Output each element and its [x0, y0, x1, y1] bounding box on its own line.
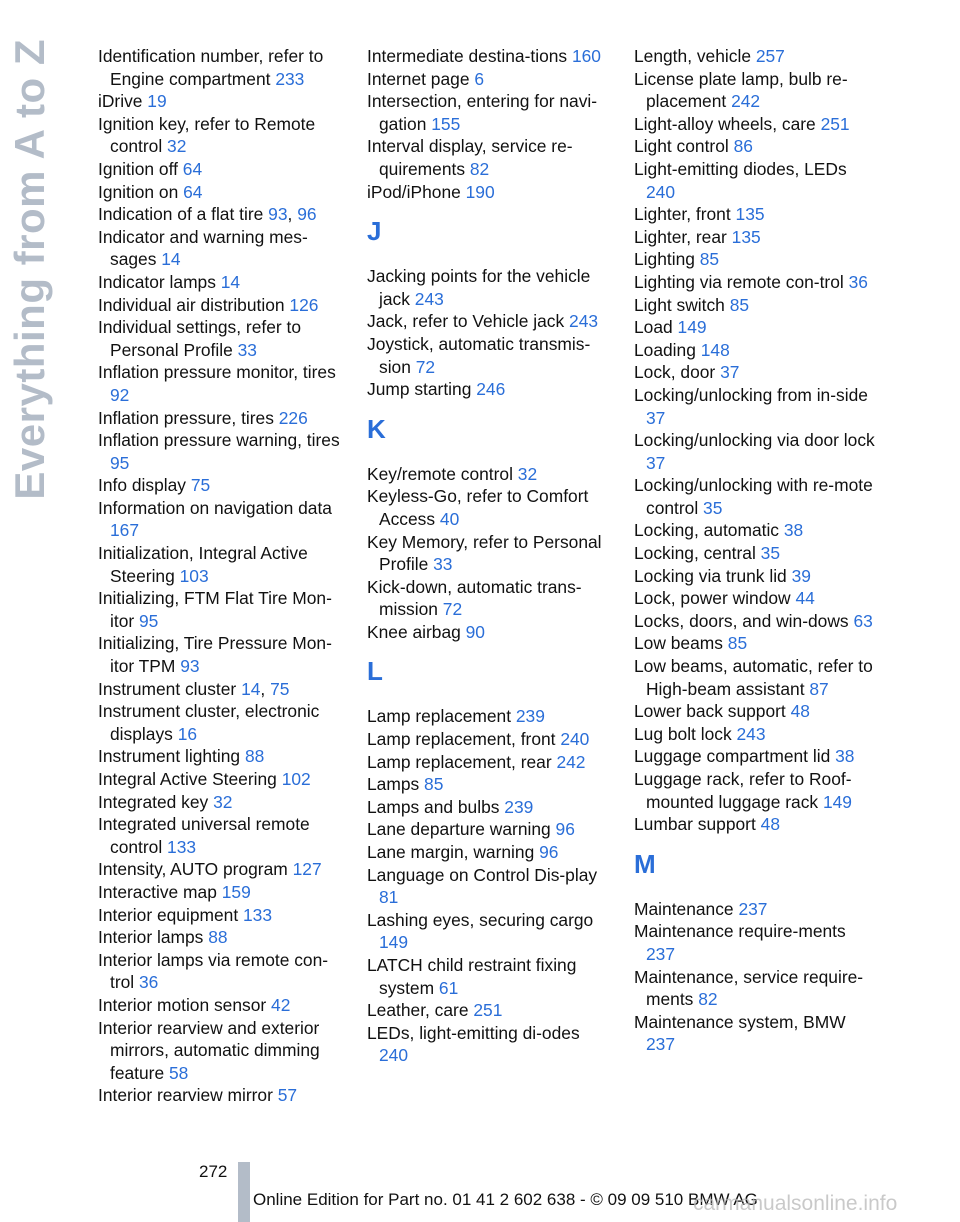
- index-entry-term: Locking, automatic: [634, 520, 780, 541]
- index-entry-term: Lighting: [634, 249, 695, 270]
- page-reference-link[interactable]: 35: [760, 543, 780, 564]
- footer-accent-bar: [238, 1162, 250, 1222]
- index-entry-term: Lock, power window: [634, 588, 791, 609]
- page-reference-link[interactable]: 81: [379, 887, 399, 908]
- index-entry: [367, 909, 612, 954]
- index-entry: [367, 485, 612, 530]
- index-entry: [367, 310, 612, 333]
- index-entry: Indication of a flat tire 93, 96: [98, 204, 317, 225]
- index-entry-term: Lower back support: [634, 701, 786, 722]
- index-entry-term: Light control: [634, 136, 729, 157]
- page-reference-link[interactable]: 82: [698, 989, 718, 1010]
- page-reference-link[interactable]: 240: [560, 729, 590, 750]
- index-entry-term: Jacking points for the vehicle jack: [367, 266, 591, 309]
- page-reference-link[interactable]: 149: [677, 317, 707, 338]
- index-entry-term: Language on Control Dis-play: [367, 864, 598, 885]
- page-reference-link[interactable]: 237: [738, 898, 768, 919]
- page-reference-link[interactable]: 38: [835, 746, 855, 767]
- index-entry-term: Low beams, automatic, refer to High-beam assistant: [634, 656, 873, 699]
- index-entry-term: Indication of a flat tire: [98, 204, 264, 225]
- index-entry-term: Maintenance require-ments: [634, 921, 846, 942]
- index-entry-term: Locking/unlocking from in-side: [634, 384, 868, 405]
- index-entry-term: Instrument cluster: [98, 678, 237, 699]
- index-entry: [634, 723, 879, 746]
- page-reference-link[interactable]: 42: [271, 994, 291, 1015]
- index-entry: [367, 68, 612, 91]
- page-reference-link[interactable]: 38: [783, 520, 804, 541]
- page-reference-link[interactable]: 57: [277, 1085, 298, 1106]
- page-reference-link[interactable]: 239: [515, 706, 545, 727]
- index-entry: [367, 45, 612, 68]
- index-entry: [98, 90, 343, 113]
- index-entry-term: Key/remote control: [367, 463, 513, 484]
- index-entry: [367, 796, 612, 819]
- index-entry-term: Interior motion sensor: [98, 994, 267, 1015]
- page-reference-link[interactable]: 242: [731, 91, 761, 112]
- page-reference-link[interactable]: 226: [278, 407, 308, 428]
- index-entry-term: Lighter, rear: [634, 226, 727, 247]
- index-entry-term: Light-alloy wheels, care: [634, 113, 816, 134]
- index-entry: [634, 248, 879, 271]
- index-entry-term: Lighter, front: [634, 204, 731, 225]
- page-reference-link[interactable]: 85: [729, 294, 750, 315]
- page-reference-link[interactable]: 72: [415, 356, 436, 377]
- page-reference-link[interactable]: 93: [180, 656, 200, 677]
- page-reference-link[interactable]: 14: [220, 271, 241, 292]
- side-section-title: [2, 39, 58, 1179]
- index-entry-term: Internet page: [367, 68, 470, 89]
- index-entry: [634, 745, 879, 768]
- index-entry-term: License plate lamp, bulb re-placement: [634, 68, 848, 112]
- index-entry: [98, 994, 343, 1017]
- index-entry: [634, 898, 879, 921]
- index-entry: [634, 339, 879, 362]
- index-entry: [367, 181, 612, 204]
- page-reference-link[interactable]: 88: [244, 746, 265, 767]
- index-entry-term: Knee airbag: [367, 621, 461, 642]
- index-entry: [98, 813, 343, 858]
- page-reference-link[interactable]: 35: [703, 497, 723, 518]
- index-entry: [634, 474, 879, 519]
- page-number: 272: [199, 1162, 228, 1181]
- page-reference-link[interactable]: 32: [517, 463, 538, 484]
- page-reference-link[interactable]: 36: [139, 972, 159, 993]
- page-reference-link[interactable]: 237: [646, 943, 676, 964]
- index-entry: [367, 463, 612, 486]
- page-reference-link[interactable]: 37: [646, 407, 666, 428]
- index-entry: [634, 384, 879, 429]
- index-entry-term: Maintenance: [634, 898, 734, 919]
- page-reference-link[interactable]: 90: [465, 621, 485, 642]
- index-entry: [98, 768, 343, 791]
- index-entry-term: Ignition key, refer to Remote control: [98, 113, 316, 157]
- page-reference-link[interactable]: 135: [735, 204, 765, 225]
- page-reference-link[interactable]: 251: [473, 1000, 503, 1021]
- index-entry-term: Identification number, refer to Engine compartment: [98, 46, 324, 89]
- index-entry-term: Key Memory, refer to Personal Profile: [367, 531, 602, 575]
- page-reference-link[interactable]: 257: [755, 46, 785, 66]
- page-reference-link[interactable]: 190: [465, 181, 495, 202]
- index-entry-term: LATCH child restraint fixing system: [367, 955, 577, 998]
- page-reference-link[interactable]: 85: [424, 774, 444, 795]
- page-reference-link[interactable]: 87: [809, 678, 829, 699]
- page-reference-link[interactable]: 93: [268, 204, 288, 225]
- index-entry: [98, 632, 343, 677]
- index-entry: [367, 751, 612, 774]
- index-entry: [367, 999, 612, 1022]
- index-section-letter: L: [367, 656, 383, 687]
- index-entry: [98, 949, 343, 994]
- index-column-3: [634, 45, 879, 1056]
- index-entry: [367, 1022, 612, 1067]
- index-entry-term: Lamp replacement, rear: [367, 751, 552, 772]
- index-entry-term: Individual air distribution: [98, 294, 285, 315]
- page-reference-link[interactable]: 96: [555, 819, 575, 840]
- page-reference-link[interactable]: 88: [208, 927, 228, 948]
- page-reference-link[interactable]: 239: [504, 796, 534, 817]
- index-entry-term: Initialization, Integral Active Steering: [98, 543, 308, 586]
- index-entry-term: Interior equipment: [98, 904, 239, 925]
- index-entry-term: Intersection, entering for navi-gation: [367, 91, 598, 134]
- index-entry-term: Jump starting: [367, 379, 472, 400]
- index-entry-term: Initializing, Tire Pressure Mon-itor TPM: [98, 633, 332, 677]
- page-reference-link[interactable]: 242: [556, 751, 586, 772]
- index-entry-term: Lamp replacement, front: [367, 729, 556, 750]
- index-entry-term: Interval display, service re-quirements: [367, 136, 573, 179]
- index-entry-term: Individual settings, refer to Personal Profile: [98, 317, 301, 360]
- index-entry-term: Ignition on: [98, 181, 179, 202]
- index-entry-term: Interior rearview mirror: [98, 1085, 273, 1106]
- page-reference-link[interactable]: 14: [241, 678, 261, 699]
- index-entry-term: Lane departure warning: [367, 819, 551, 840]
- index-entry: [98, 1084, 343, 1107]
- index-entry: [634, 813, 879, 836]
- index-entry-term: Instrument lighting: [98, 746, 241, 767]
- watermark: carmanualsonline.info: [693, 1192, 898, 1215]
- index-entry-term: Maintenance, service require-ments: [634, 966, 864, 1010]
- page-reference-link[interactable]: 32: [213, 791, 233, 812]
- page-reference-link[interactable]: 14: [161, 249, 181, 270]
- index-entry: [634, 226, 879, 249]
- page-reference-link[interactable]: 64: [183, 181, 203, 202]
- index-entry: [98, 497, 343, 542]
- page-reference-link[interactable]: 82: [469, 158, 490, 179]
- page-reference-link[interactable]: 61: [438, 977, 459, 998]
- index-entry-term: Interior lamps via remote con-trol: [98, 949, 329, 993]
- index-entry-term: Locking, central: [634, 543, 756, 564]
- index-entry-term: Luggage rack, refer to Roof-mounted luggage rack: [634, 769, 852, 812]
- index-entry-term: Low beams: [634, 633, 723, 654]
- index-entry-term: Information on navigation data: [98, 497, 332, 518]
- index-entry-term: Loading: [634, 339, 696, 360]
- page-reference-link[interactable]: 243: [414, 288, 444, 309]
- index-column-2: [367, 45, 612, 1067]
- index-section-letter: J: [367, 216, 382, 247]
- page-reference-link[interactable]: 240: [646, 181, 676, 202]
- page-reference-link[interactable]: 19: [147, 91, 167, 112]
- index-entry-term: Locking via trunk lid: [634, 565, 787, 586]
- page-reference-link[interactable]: 103: [179, 565, 209, 586]
- page-reference-link[interactable]: 44: [795, 588, 815, 609]
- page-reference-link[interactable]: 64: [182, 158, 203, 179]
- index-entry: [634, 920, 879, 965]
- index-entry-term: Jack, refer to Vehicle jack: [367, 311, 565, 332]
- index-entry-term: Kick-down, automatic trans-mission: [367, 576, 582, 620]
- page-reference-link[interactable]: 148: [700, 339, 730, 360]
- index-entry-term: Joystick, automatic transmis-sion: [367, 333, 591, 377]
- index-entry: [634, 294, 879, 317]
- index-entry: [634, 966, 879, 1011]
- page-reference-link[interactable]: 135: [731, 226, 761, 247]
- index-entry: [367, 621, 612, 644]
- index-entry: [634, 565, 879, 588]
- page-reference-link[interactable]: 149: [379, 932, 409, 953]
- index-entry: [367, 773, 612, 796]
- index-entry: [98, 791, 343, 814]
- page-reference-link[interactable]: 33: [237, 339, 257, 360]
- index-entry: [98, 745, 343, 768]
- page-reference-link[interactable]: 48: [790, 701, 810, 722]
- index-entry-term: Lamps and bulbs: [367, 796, 500, 817]
- page-reference-link[interactable]: 92: [110, 384, 130, 405]
- index-entry-term: Info display: [98, 475, 186, 496]
- index-entry-term: Integrated universal remote control: [98, 814, 310, 857]
- index-entry-term: Luggage compartment lid: [634, 746, 831, 767]
- index-entry: [634, 1011, 879, 1056]
- page-reference-link[interactable]: 63: [853, 610, 873, 631]
- index-entry-term: Inflation pressure monitor, tires: [98, 362, 336, 383]
- index-entry-term: Inflation pressure, tires: [98, 407, 274, 428]
- index-entry-term: Leather, care: [367, 1000, 469, 1021]
- index-entry-term: iDrive: [98, 91, 143, 112]
- index-entry: [634, 203, 879, 226]
- index-column-1: [98, 45, 343, 1107]
- page-reference-link[interactable]: 243: [736, 723, 766, 744]
- page-reference-link[interactable]: 36: [848, 271, 868, 292]
- page-reference-link[interactable]: 155: [431, 113, 461, 134]
- page-reference-link[interactable]: 75: [270, 678, 290, 699]
- index-entry: [634, 519, 879, 542]
- page-reference-link[interactable]: 32: [167, 136, 187, 157]
- index-entry: [98, 429, 343, 474]
- index-entry-term: iPod/iPhone: [367, 181, 461, 202]
- index-entry-term: Length, vehicle: [634, 46, 751, 66]
- index-entry: [98, 226, 343, 271]
- index-entry-term: Ignition off: [98, 158, 178, 179]
- index-entry: [367, 90, 612, 135]
- page-reference-link[interactable]: 37: [720, 362, 740, 383]
- index-entry: [98, 45, 343, 90]
- page-reference-link[interactable]: 6: [474, 68, 485, 89]
- index-entry-term: Indicator lamps: [98, 271, 216, 292]
- index-entry-term: Maintenance system, BMW: [634, 1011, 846, 1032]
- index-entry: [634, 610, 879, 633]
- index-entry: [367, 705, 612, 728]
- index-entry: [634, 113, 879, 136]
- index-entry-term: Light-emitting diodes, LEDs: [634, 158, 847, 179]
- page-reference-link[interactable]: 126: [289, 294, 319, 315]
- index-entry: [98, 542, 343, 587]
- page-reference-link[interactable]: 85: [727, 633, 748, 654]
- index-entry: [634, 768, 879, 813]
- index-entry-term: Lumbar support: [634, 814, 756, 835]
- page-reference-link[interactable]: 16: [177, 723, 198, 744]
- page-reference-link[interactable]: 237: [646, 1034, 676, 1055]
- index-entry: [634, 316, 879, 339]
- page-reference-link[interactable]: 251: [820, 113, 850, 134]
- index-entry: [367, 818, 612, 841]
- index-entry-term: Lamp replacement: [367, 706, 512, 727]
- index-entry: [367, 531, 612, 576]
- page-reference-link[interactable]: 95: [139, 610, 159, 631]
- page-reference-link[interactable]: 167: [110, 520, 140, 541]
- page-reference-link[interactable]: 233: [275, 68, 305, 89]
- index-entry: [367, 841, 612, 864]
- index-entry: [634, 655, 879, 700]
- index-entry: [367, 954, 612, 999]
- index-entry: [634, 632, 879, 655]
- index-entry: [98, 361, 343, 406]
- side-section-title-text: Everything from A to Z: [6, 39, 53, 500]
- page-reference-link[interactable]: 149: [822, 791, 852, 812]
- index-entry: [634, 68, 879, 113]
- page-reference-link[interactable]: 96: [539, 842, 559, 863]
- index-entry: [634, 361, 879, 384]
- index-entry-term: Indicator and warning mes-sages: [98, 226, 308, 270]
- page-reference-link[interactable]: 133: [243, 904, 273, 925]
- index-entry-term: Interior lamps: [98, 927, 204, 948]
- index-entry: [634, 587, 879, 610]
- page-reference-link[interactable]: 102: [281, 769, 311, 789]
- index-entry: [634, 45, 879, 68]
- index-entry-term: Instrument cluster, electronic displays: [98, 701, 320, 744]
- page-reference-link[interactable]: 133: [167, 836, 197, 857]
- index-entry: Instrument cluster 14, 75: [98, 678, 290, 699]
- index-entry-term: Lamps: [367, 774, 420, 795]
- index-entry: [367, 135, 612, 180]
- page-reference-link[interactable]: 48: [760, 814, 780, 835]
- index-entry: [98, 113, 343, 158]
- index-entry: [634, 135, 879, 158]
- index-entry: [98, 294, 343, 317]
- page-reference-link[interactable]: 243: [569, 311, 599, 332]
- index-entry: [367, 576, 612, 621]
- page-reference-link[interactable]: 37: [646, 452, 666, 473]
- index-entry-term: Lug bolt lock: [634, 723, 732, 744]
- page-reference-link[interactable]: 39: [791, 565, 811, 586]
- index-entry-term: Interior rearview and exterior mirrors, automatic dimming feature: [98, 1017, 320, 1083]
- page-reference-link[interactable]: 86: [733, 136, 753, 157]
- page-reference-link[interactable]: 58: [169, 1062, 189, 1083]
- index-entry-term: Integrated key: [98, 791, 209, 812]
- index-entry: [98, 316, 343, 361]
- index-entry: [98, 1017, 343, 1085]
- index-entry-term: Light switch: [634, 294, 725, 315]
- index-entry-term: Lane margin, warning: [367, 842, 535, 863]
- page-reference-link[interactable]: 95: [110, 452, 130, 473]
- index-entry-term: Intensity, AUTO program: [98, 859, 288, 880]
- index-entry-term: Load: [634, 317, 673, 338]
- index-entry: [634, 429, 879, 474]
- page-reference-link[interactable]: 246: [476, 379, 506, 400]
- index-entry: [634, 158, 879, 203]
- index-entry-term: Locking/unlocking via door lock: [634, 430, 875, 451]
- index-entry-term: Lock, door: [634, 362, 716, 383]
- index-section-letter: M: [634, 848, 656, 879]
- page-reference-link[interactable]: 33: [433, 554, 453, 575]
- index-entry: [367, 378, 612, 401]
- footer-edition-text: Online Edition for Part no. 01 41 2 602 638 - © 09 09 510 BMW AG: [253, 1190, 758, 1209]
- index-entry: [98, 881, 343, 904]
- page-reference-link[interactable]: 40: [439, 508, 460, 529]
- index-entry: [98, 858, 343, 881]
- index-entry-term: Integral Active Steering: [98, 769, 277, 789]
- index-entry: [367, 333, 612, 378]
- index-entry-term: Inflation pressure warning, tires: [98, 430, 340, 451]
- index-entry: [98, 587, 343, 632]
- page-reference-link[interactable]: 240: [379, 1045, 409, 1066]
- index-entry: [98, 158, 343, 181]
- index-entry: [367, 728, 612, 751]
- index-entry-term: LEDs, light-emitting di-odes: [367, 1022, 580, 1043]
- page-reference-link[interactable]: 96: [297, 204, 317, 225]
- index-entry: [98, 271, 343, 294]
- index-entry-term: Keyless-Go, refer to Comfort Access: [367, 486, 589, 529]
- index-entry-term: Interactive map: [98, 881, 217, 902]
- index-entry-term: Lashing eyes, securing cargo: [367, 909, 594, 930]
- index-entry: [634, 542, 879, 565]
- index-entry: [98, 181, 343, 204]
- page-reference-link[interactable]: 85: [699, 249, 720, 270]
- index-entry-term: Locking/unlocking with re-mote control: [634, 475, 873, 518]
- page-reference-link[interactable]: 75: [190, 475, 211, 496]
- index-entry-term: Locks, doors, and win-dows: [634, 610, 849, 631]
- page-reference-link[interactable]: 160: [571, 46, 601, 66]
- index-entry: [367, 265, 612, 310]
- page-reference-link[interactable]: 72: [442, 599, 463, 620]
- index-entry: [98, 700, 343, 745]
- index-entry: [98, 474, 343, 497]
- index-entry-term: Initializing, FTM Flat Tire Mon-itor: [98, 588, 332, 631]
- page-reference-link[interactable]: 127: [292, 859, 322, 880]
- index-entry-term: Lighting via remote con-trol: [634, 271, 844, 292]
- index-entry: [367, 864, 612, 909]
- index-entry-term: Intermediate destina-tions: [367, 46, 568, 66]
- page-reference-link[interactable]: 159: [221, 881, 251, 902]
- index-entry: [98, 904, 343, 927]
- index-entry: [98, 926, 343, 949]
- index-section-letter: K: [367, 413, 386, 444]
- index-entry: [634, 700, 879, 723]
- index-entry: [634, 271, 879, 294]
- index-entry: [98, 407, 343, 430]
